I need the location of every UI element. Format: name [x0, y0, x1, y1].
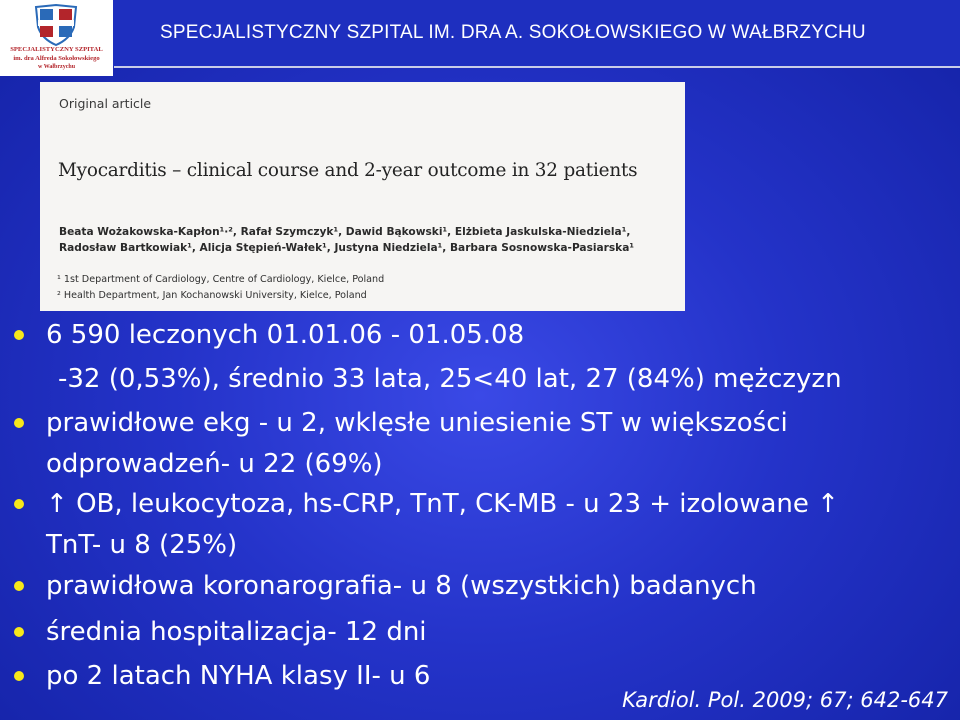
bullet-markers-line-2: TnT- u 8 (25%) [46, 530, 238, 560]
logo-line-3: w Wałbrzychu [37, 64, 76, 70]
citation: Kardiol. Pol. 2009; 67; 642-647 [622, 688, 948, 712]
bullet-ecg-line-2: odprowadzeń- u 22 (69%) [46, 449, 383, 479]
article-type-label: Original article [59, 96, 152, 111]
bullet-markers-line-1 [46, 491, 839, 517]
article-excerpt-image [40, 82, 685, 311]
bullet-markers-text: OB, leukocytoza, hs-CRP, TnT, CK-MB - u 23 + izolowane [76, 489, 809, 519]
bullet-patients-detail: -32 (0,53%), średnio 33 lata, 25<40 lat, 27 (84%) mężczyzn [58, 364, 842, 394]
bullet-dot [14, 418, 24, 428]
bullet-hospitalization: średnia hospitalizacja- 12 dni [46, 617, 427, 647]
bullet-dot [14, 330, 24, 340]
hospital-emblem-icon [32, 3, 80, 47]
up-arrow-icon: ↑ [46, 489, 68, 519]
bullet-ecg-line-1: prawidłowe ekg - u 2, wklęsłe uniesienie ST w większości [46, 408, 788, 438]
logo-line-1: SPECJALISTYCZNY SZPITAL [10, 46, 103, 53]
article-authors-line-1: Beata Wożakowska-Kapłon¹·², Rafał Szymczyk¹, Dawid Bąkowski¹, Elżbieta Jaskulska-Niedziela¹, [59, 226, 631, 238]
bullet-dot [14, 671, 24, 681]
bullet-dot [14, 627, 24, 637]
bullet-patients-count: 6 590 leczonych 01.01.06 - 01.05.08 [46, 320, 525, 350]
hospital-name: SPECJALISTYCZNY SZPITAL IM. DRA A. SOKOŁOWSKIEGO W WAŁBRZYCHU [160, 22, 866, 43]
article-authors-line-2: Radosław Bartkowiak¹, Alicja Stępień-Wałek¹, Justyna Niedziela¹, Barbara Sosnowska-Pasiarska¹ [59, 242, 635, 254]
bullet-dot [14, 499, 24, 509]
logo-line-2: im. dra Alfreda Sokołowskiego [13, 55, 100, 62]
up-arrow-icon: ↑ [817, 489, 839, 519]
hospital-logo [0, 0, 113, 76]
bullet-coronarography: prawidłowa koronarografia- u 8 (wszystkich) badanych [46, 571, 757, 601]
bullet-nyha-outcome: po 2 latach NYHA klasy II- u 6 [46, 661, 431, 691]
bullet-dot [14, 581, 24, 591]
header-divider [114, 66, 960, 68]
article-affiliation-1: ¹ 1st Department of Cardiology, Centre of Cardiology, Kielce, Poland [57, 274, 385, 285]
article-affiliation-2: ² Health Department, Jan Kochanowski University, Kielce, Poland [57, 290, 367, 301]
article-title: Myocarditis – clinical course and 2-year outcome in 32 patients [58, 160, 638, 181]
